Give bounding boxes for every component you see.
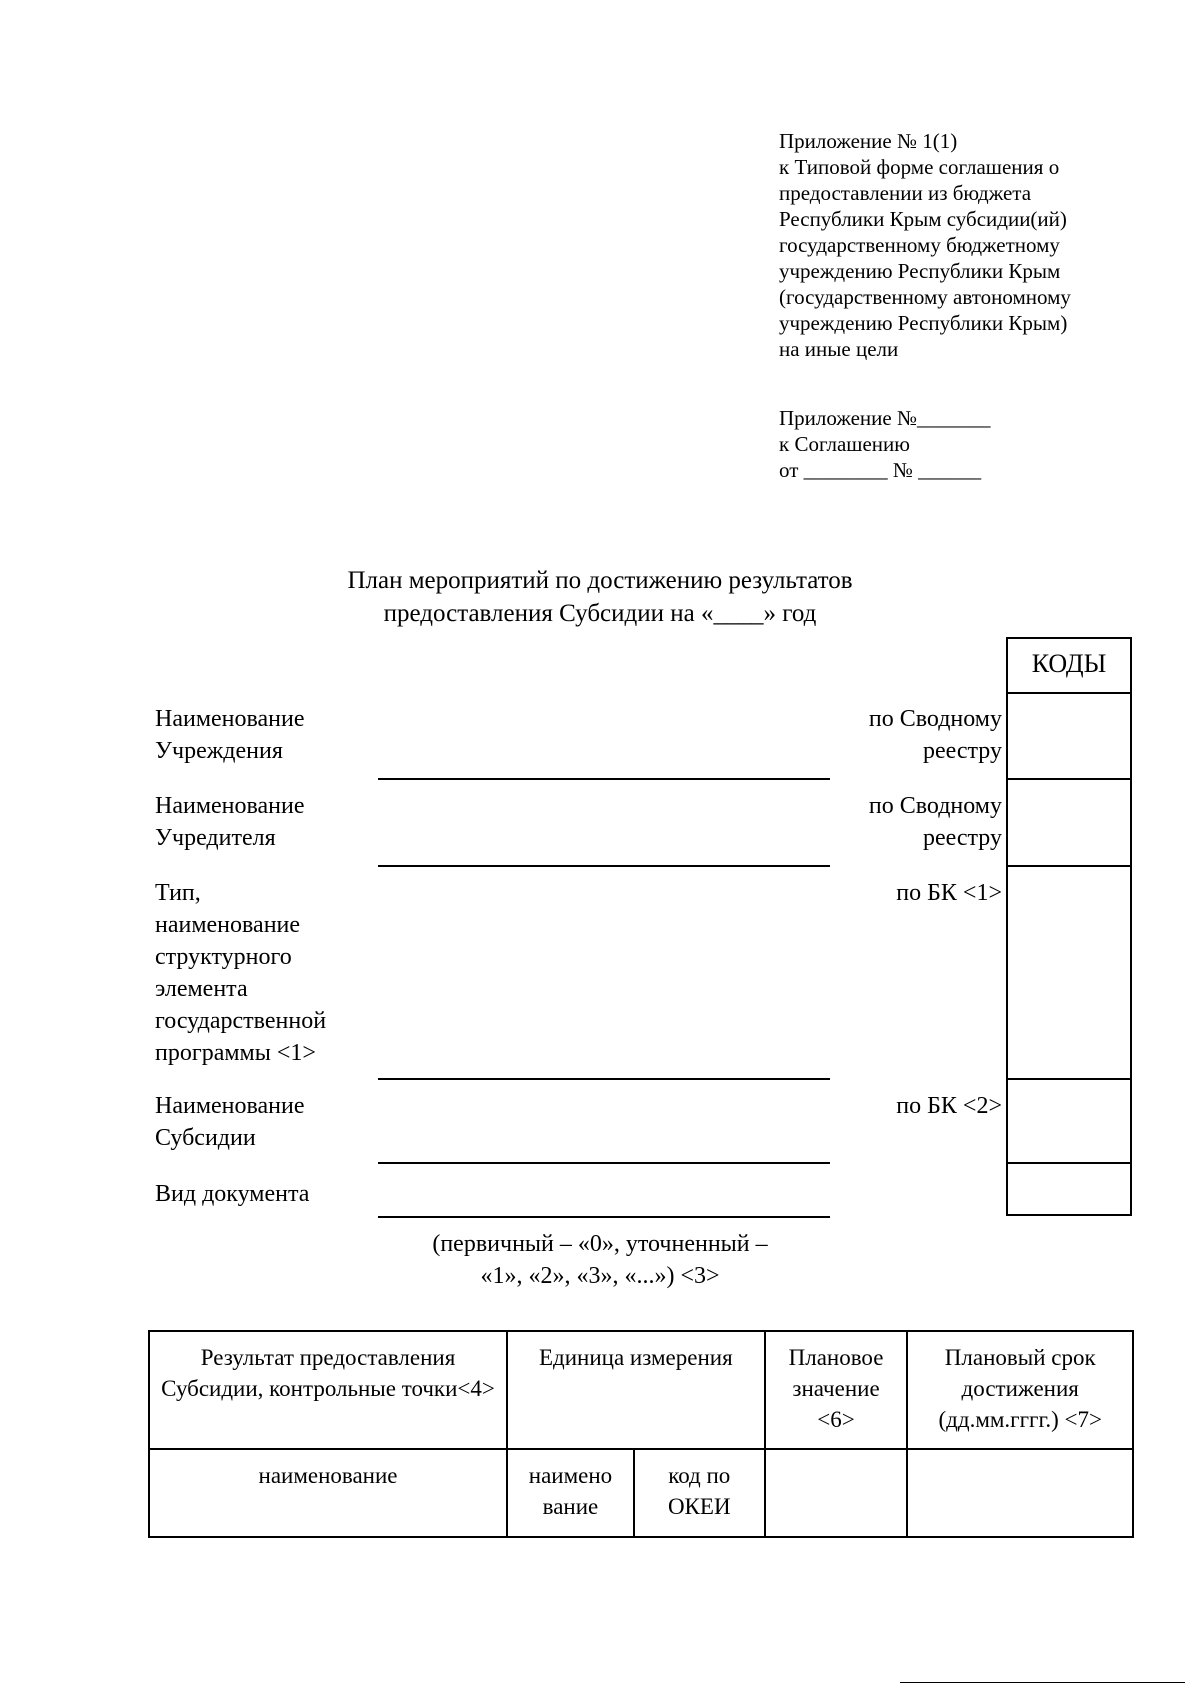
table-subheader-row (149, 1449, 1133, 1537)
subsidy-label (155, 1090, 305, 1154)
header-unit: Единица измерения (507, 1331, 765, 1449)
program-code-label: по БК <1> (896, 880, 1002, 906)
label-line: наименование (155, 912, 301, 938)
appendix-line: (государственному автономному (779, 285, 1071, 309)
program-element-label (155, 877, 326, 1069)
program-element-field[interactable] (378, 1078, 830, 1080)
agreement-reference (779, 405, 991, 483)
label-line: программы <1> (155, 1040, 316, 1066)
code-label-line: реестру (922, 825, 1002, 851)
label-line: Учредителя (155, 825, 276, 851)
agreement-line: от ________ № ______ (779, 458, 982, 482)
codes-header: КОДЫ (1006, 637, 1132, 692)
label-line: элемента (155, 976, 248, 1002)
header-planned-value: Плановое значение <6> (765, 1331, 908, 1449)
note-line: «1», «2», «3», «...») <3> (480, 1263, 720, 1289)
code-cell-doc-type[interactable] (1006, 1162, 1132, 1216)
code-cell-bk-2[interactable] (1006, 1078, 1132, 1162)
doc-type-note (380, 1228, 820, 1292)
appendix-line: учреждению Республики Крым (779, 259, 1061, 283)
founder-label (155, 790, 305, 854)
institution-code-label (800, 703, 1002, 767)
code-label-line: реестру (922, 738, 1002, 764)
table-header-row (149, 1331, 1133, 1449)
title-line-1: План мероприятий по достижению результатов (347, 567, 853, 594)
label-line: Субсидии (155, 1125, 256, 1151)
founder-code-label (800, 790, 1002, 854)
label-line: Учреждения (155, 738, 283, 764)
doc-type-field[interactable] (378, 1216, 830, 1218)
label-line: структурного (155, 944, 292, 970)
label-line: Тип, (155, 880, 201, 906)
page-title (0, 564, 1200, 630)
header-result: Результат предоставления Субсидии, контрольные точки<4> (149, 1331, 507, 1449)
subsidy-code-label: по БК <2> (896, 1093, 1002, 1119)
title-line-2: предоставления Субсидии на «____» год (383, 600, 817, 627)
footnote-divider (900, 1682, 1185, 1683)
agreement-line: Приложение №_______ (779, 406, 991, 430)
results-table (148, 1330, 1134, 1538)
code-cell-bk-1[interactable] (1006, 865, 1132, 1078)
agreement-line: к Соглашению (779, 432, 910, 456)
appendix-line: Приложение № 1(1) (779, 129, 958, 153)
institution-name-field[interactable] (378, 778, 830, 780)
label-line: Наименование (155, 706, 305, 732)
label-line: государственной (155, 1008, 327, 1034)
institution-label (155, 703, 305, 767)
code-cell-institution-registry[interactable] (1006, 692, 1132, 778)
label-line: Наименование (155, 1093, 305, 1119)
appendix-line: предоставлении из бюджета (779, 181, 1032, 205)
subheader-name: наименование (149, 1449, 507, 1537)
subsidy-name-field[interactable] (378, 1162, 830, 1164)
header-planned-date: Плановый срок достижения (дд.мм.гггг.) <7> (907, 1331, 1133, 1449)
note-line: (первичный – «0», уточненный – (432, 1231, 768, 1257)
founder-name-field[interactable] (378, 865, 830, 867)
subheader-okei: код по ОКЕИ (634, 1449, 765, 1537)
code-label-line: по Сводному (868, 706, 1002, 732)
planned-value-cell[interactable] (765, 1449, 908, 1537)
subheader-unit-name: наимено вание (507, 1449, 634, 1537)
appendix-line: учреждению Республики Крым) (779, 311, 1068, 335)
code-label-line: по Сводному (868, 793, 1002, 819)
appendix-header (779, 128, 1071, 362)
appendix-line: к Типовой форме соглашения о (779, 155, 1060, 179)
planned-date-cell[interactable] (907, 1449, 1133, 1537)
appendix-line: на иные цели (779, 337, 899, 361)
appendix-line: государственному бюджетному (779, 233, 1060, 257)
doc-type-label: Вид документа (155, 1181, 310, 1207)
label-line: Наименование (155, 793, 305, 819)
appendix-line: Республики Крым субсидии(ий) (779, 207, 1067, 231)
code-cell-founder-registry[interactable] (1006, 778, 1132, 865)
